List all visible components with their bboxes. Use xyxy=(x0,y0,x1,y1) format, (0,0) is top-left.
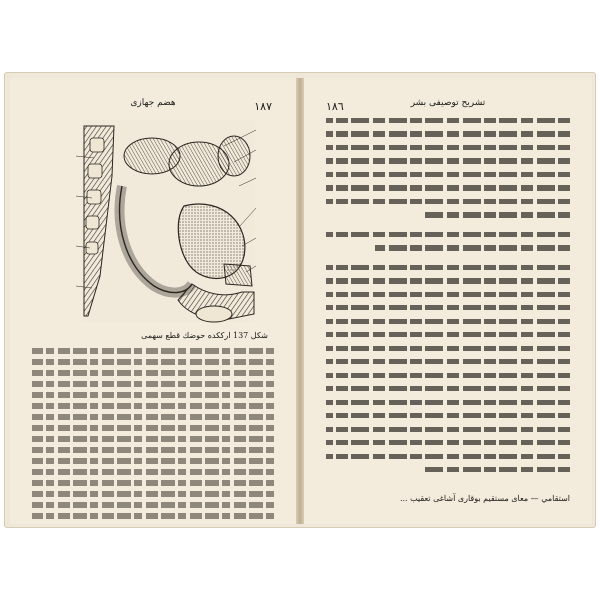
open-book xyxy=(4,72,596,528)
left-page xyxy=(10,78,296,524)
text-line xyxy=(326,454,570,459)
text-line xyxy=(326,185,570,190)
text-line xyxy=(326,199,570,204)
legend-line xyxy=(32,436,274,442)
legend-line xyxy=(32,502,274,508)
legend-line xyxy=(32,348,274,354)
figure-drawing xyxy=(74,116,264,326)
legend-line xyxy=(32,491,274,497)
text-line xyxy=(326,373,570,378)
anatomical-figure xyxy=(74,116,264,326)
text-line xyxy=(326,158,570,163)
legend-line xyxy=(32,425,274,431)
text-line xyxy=(326,172,570,177)
figure-legend xyxy=(32,346,274,524)
text-line xyxy=(326,359,570,364)
text-line xyxy=(326,305,570,310)
body-text xyxy=(326,118,570,481)
text-line xyxy=(326,145,570,150)
text-line xyxy=(326,427,570,432)
page-number: ١٨٧ xyxy=(254,100,272,113)
running-head: تشريح توصيفى بشر xyxy=(410,98,486,108)
text-line xyxy=(326,265,570,270)
text-line xyxy=(326,440,570,445)
text-line xyxy=(326,278,570,283)
legend-line xyxy=(32,392,274,398)
text-line xyxy=(326,319,570,324)
paragraph-line: استقامي — معاى مستقيم بوقارى آشاغى تعقيب ... xyxy=(399,494,570,503)
legend-line xyxy=(32,381,274,387)
legend-line xyxy=(32,480,274,486)
legend-line xyxy=(32,414,274,420)
legend-line xyxy=(32,469,274,475)
figure-caption: شكل 137 ارككده حوضك قطع سهمى xyxy=(141,331,268,340)
running-head: هضم جهازى xyxy=(130,98,176,108)
text-line xyxy=(326,118,570,123)
legend-line xyxy=(32,447,274,453)
legend-line xyxy=(32,359,274,365)
text-line xyxy=(424,467,570,472)
legend-line xyxy=(32,403,274,409)
right-page xyxy=(304,78,592,524)
text-line xyxy=(375,245,570,250)
legend-line xyxy=(32,458,274,464)
book-gutter xyxy=(296,78,304,524)
text-line xyxy=(326,292,570,297)
text-line xyxy=(326,131,570,136)
text-line xyxy=(326,386,570,391)
page-number: ١٨٦ xyxy=(326,100,344,113)
text-line xyxy=(326,400,570,405)
text-line xyxy=(326,413,570,418)
text-line xyxy=(326,332,570,337)
text-line xyxy=(424,212,570,217)
legend-line xyxy=(32,370,274,376)
text-line xyxy=(326,232,570,237)
legend-line xyxy=(32,513,274,519)
text-line xyxy=(326,346,570,351)
